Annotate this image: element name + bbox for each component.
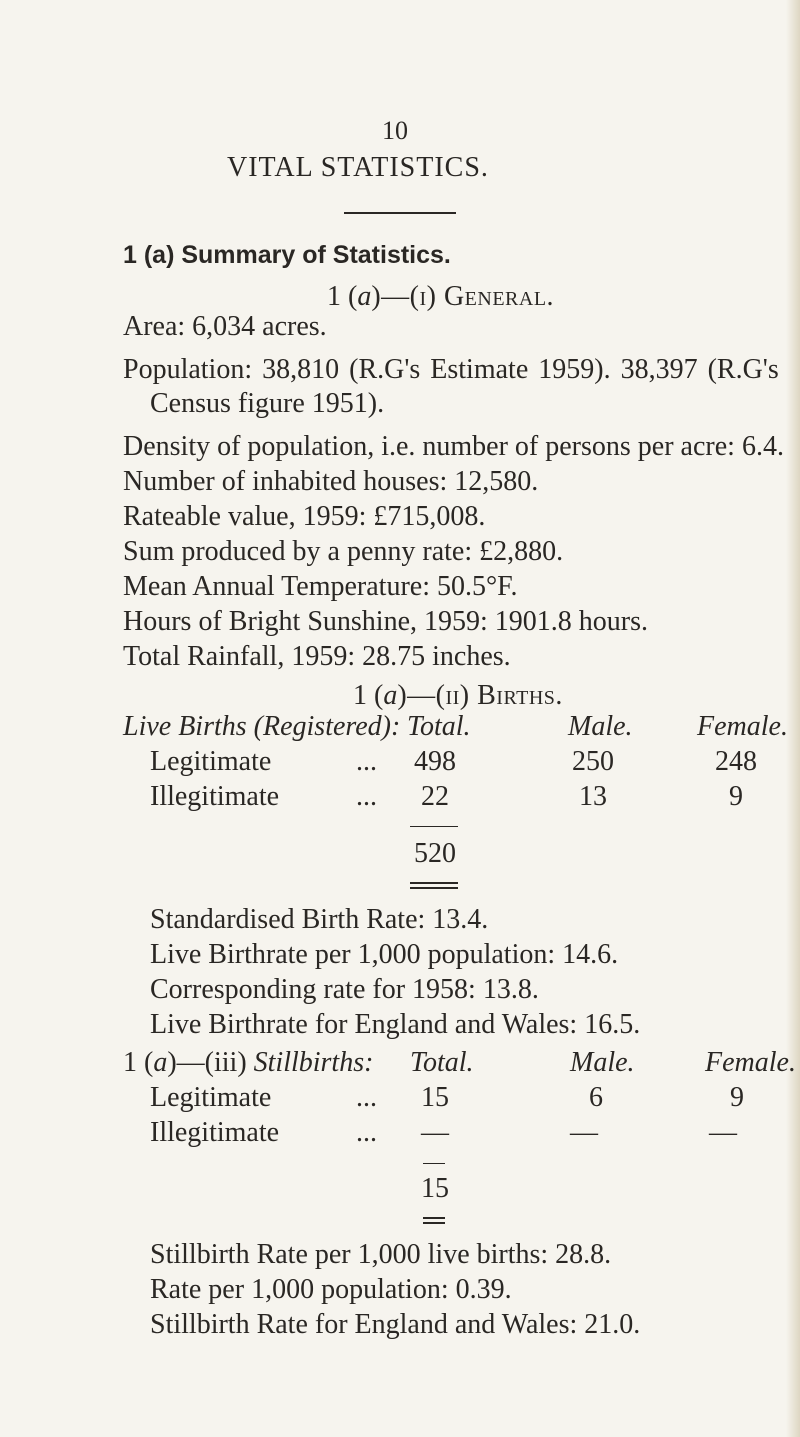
- births-row-dots: ...: [356, 746, 377, 777]
- births-col-total: Total.: [407, 711, 471, 742]
- births-sum-rule: [410, 826, 458, 827]
- stillbirths-row-dots: ...: [356, 1082, 377, 1113]
- general-heading: [327, 281, 554, 313]
- population-line-2: Census figure 1951).: [150, 388, 385, 419]
- stillbirths-row-dots: ...: [356, 1117, 377, 1148]
- stillbirths-double-rule-2: [423, 1222, 445, 1224]
- births-double-rule-1: [410, 882, 458, 884]
- stillbirths-double-rule-1: [423, 1217, 445, 1219]
- stillbirths-heading-rest: )—(iii): [167, 1047, 254, 1078]
- births-row-total: 22: [421, 781, 449, 812]
- stillbirth-rate-england-wales: Stillbirth Rate for England and Wales: 21.0.: [150, 1309, 641, 1340]
- england-wales-birthrate: Live Birthrate for England and Wales: 16.5.: [150, 1009, 641, 1040]
- births-row-label: Illegitimate: [150, 781, 280, 812]
- births-heading: [353, 680, 563, 712]
- births-row-label: Live Births (Registered):: [123, 711, 401, 742]
- stillbirths-heading: [123, 1047, 373, 1079]
- stillbirths-row-total: 15: [421, 1082, 449, 1113]
- stillbirths-row-female: 9: [730, 1082, 744, 1113]
- section-heading: 1 (a) Summary of Statistics.: [123, 241, 451, 269]
- rateable-line: Rateable value, 1959: £715,008.: [123, 501, 486, 532]
- births-row-female: 9: [729, 781, 743, 812]
- births-row-total: 498: [414, 746, 456, 777]
- houses-line: Number of inhabited houses: 12,580.: [123, 466, 539, 497]
- stillbirths-row-male: —: [570, 1117, 598, 1148]
- density-line: Density of population, i.e. number of persons per acre: 6.4.: [123, 431, 784, 462]
- stillbirths-heading-a: a: [153, 1047, 168, 1078]
- births-sum-total: 520: [414, 838, 456, 869]
- stillbirths-heading-num: 1 (: [123, 1047, 154, 1078]
- title-divider: [344, 212, 456, 214]
- stillbirths-heading-label: Stillbirths:: [253, 1047, 374, 1078]
- births-row-label: Legitimate: [150, 746, 272, 777]
- births-row-male: 13: [579, 781, 607, 812]
- area-line: Area: 6,034 acres.: [123, 311, 327, 342]
- sunshine-line: Hours of Bright Sunshine, 1959: 1901.8 hours.: [123, 606, 648, 637]
- stillbirths-row-label: Illegitimate: [150, 1117, 280, 1148]
- stillbirths-col-female: Female.: [705, 1047, 796, 1078]
- births-row-female: 248: [715, 746, 757, 777]
- general-heading-a: a: [357, 281, 372, 312]
- temperature-line: Mean Annual Temperature: 50.5°F.: [123, 571, 518, 602]
- births-col-male: Male.: [568, 711, 633, 742]
- stillbirth-rate-live: Stillbirth Rate per 1,000 live births: 28.8.: [150, 1239, 612, 1270]
- stillbirths-col-total: Total.: [410, 1047, 474, 1078]
- page-edge-shadow: [786, 0, 800, 1437]
- births-heading-rest: )—(ii) Births.: [397, 680, 563, 711]
- live-birthrate: Live Birthrate per 1,000 population: 14.6.: [150, 939, 619, 970]
- general-heading-rest: )—(i) General.: [371, 281, 555, 312]
- page-number: 10: [382, 116, 408, 145]
- stillbirths-row-label: Legitimate: [150, 1082, 272, 1113]
- births-double-rule-2: [410, 887, 458, 889]
- page-title: VITAL STATISTICS.: [227, 152, 489, 183]
- stillbirths-col-male: Male.: [570, 1047, 635, 1078]
- births-row-male: 250: [572, 746, 614, 777]
- general-heading-num: 1 (: [327, 281, 358, 312]
- stillbirths-sum-total: 15: [421, 1173, 449, 1204]
- standardised-birth-rate: Standardised Birth Rate: 13.4.: [150, 904, 489, 935]
- births-heading-a: a: [383, 680, 398, 711]
- corresponding-rate: Corresponding rate for 1958: 13.8.: [150, 974, 539, 1005]
- stillbirths-row-female: —: [709, 1117, 737, 1148]
- stillbirth-rate-population: Rate per 1,000 population: 0.39.: [150, 1274, 512, 1305]
- rainfall-line: Total Rainfall, 1959: 28.75 inches.: [123, 641, 511, 672]
- penny-rate-line: Sum produced by a penny rate: £2,880.: [123, 536, 564, 567]
- population-line-1: Population: 38,810 (R.G's Estimate 1959). 38,397 (R.G's: [123, 354, 779, 385]
- births-heading-num: 1 (: [353, 680, 384, 711]
- stillbirths-row-male: 6: [589, 1082, 603, 1113]
- births-col-female: Female.: [697, 711, 788, 742]
- births-row-dots: ...: [356, 781, 377, 812]
- stillbirths-row-total: —: [421, 1117, 449, 1148]
- stillbirths-sum-rule: [423, 1163, 445, 1164]
